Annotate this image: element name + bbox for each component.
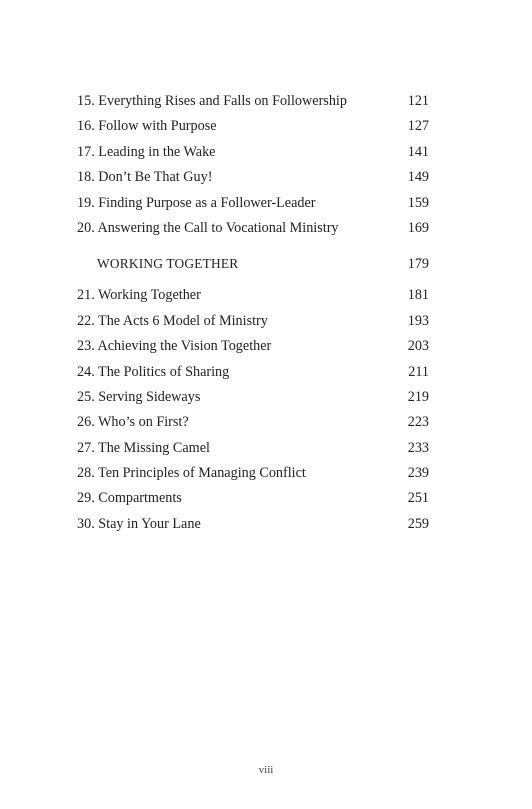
toc-entry-page-number: 211 bbox=[408, 363, 429, 380]
toc-entry-page-number: 141 bbox=[407, 143, 429, 160]
toc-entry-page-number: 239 bbox=[407, 465, 429, 482]
toc-entry-page-number: 159 bbox=[407, 194, 429, 211]
toc-entry-title: 18. Don’t Be That Guy! bbox=[77, 169, 213, 186]
toc-entry bbox=[77, 285, 429, 310]
toc-entry-page-number: 181 bbox=[407, 287, 429, 304]
toc-entry-page-number: 259 bbox=[407, 515, 429, 532]
toc-entry-page-number: 223 bbox=[407, 414, 429, 431]
table-of-contents bbox=[77, 91, 429, 539]
toc-entry-title: 26. Who’s on First? bbox=[77, 414, 189, 431]
toc-entry bbox=[77, 91, 429, 116]
toc-entry-title: 24. The Politics of Sharing bbox=[77, 363, 230, 380]
toc-entry bbox=[77, 311, 429, 336]
toc-entry bbox=[77, 218, 429, 243]
toc-entry bbox=[77, 362, 429, 387]
toc-entry bbox=[77, 193, 429, 218]
toc-entry bbox=[77, 336, 429, 361]
toc-entry bbox=[77, 167, 429, 192]
toc-entry-title: 30. Stay in Your Lane bbox=[77, 515, 201, 532]
toc-entry-page-number: 193 bbox=[407, 312, 429, 329]
toc-entry-title: 22. The Acts 6 Model of Ministry bbox=[77, 312, 268, 329]
toc-entry-title: 16. Follow with Purpose bbox=[77, 118, 217, 135]
toc-entry bbox=[77, 514, 429, 539]
toc-entry-page-number: 127 bbox=[407, 118, 429, 135]
toc-entry bbox=[77, 387, 429, 412]
toc-entry-title: 25. Serving Sideways bbox=[77, 388, 201, 405]
toc-entry bbox=[77, 463, 429, 488]
toc-entry-page-number: 121 bbox=[407, 93, 429, 109]
toc-entries-before bbox=[77, 91, 429, 243]
page-number-folio: viii bbox=[258, 764, 274, 776]
toc-entry-title: 21. Working Together bbox=[77, 287, 201, 304]
toc-section-heading bbox=[77, 254, 429, 274]
toc-entry-page-number: 169 bbox=[407, 219, 429, 236]
toc-entry-page-number: 233 bbox=[407, 439, 429, 456]
section-title: WORKING TOGETHER bbox=[97, 256, 239, 272]
toc-entry-title: 28. Ten Principles of Managing Conflict bbox=[77, 465, 306, 482]
toc-entry bbox=[77, 488, 429, 513]
toc-entry-title: 23. Achieving the Vision Together bbox=[77, 338, 272, 355]
toc-entry bbox=[77, 438, 429, 463]
toc-entry-title: 27. The Missing Camel bbox=[77, 439, 210, 456]
section-page-number: 179 bbox=[407, 256, 429, 273]
toc-entry bbox=[77, 412, 429, 437]
toc-entry bbox=[77, 116, 429, 141]
toc-entry-page-number: 149 bbox=[407, 169, 429, 186]
toc-entry-page-number: 203 bbox=[407, 338, 429, 355]
toc-entry-title: 17. Leading in the Wake bbox=[77, 143, 216, 160]
toc-entries-after bbox=[77, 285, 429, 539]
toc-entry-title: 15. Everything Rises and Falls on Followership bbox=[77, 93, 347, 109]
toc-entry-page-number: 219 bbox=[407, 388, 429, 405]
toc-entry bbox=[77, 142, 429, 167]
toc-entry-title: 20. Answering the Call to Vocational Ministry bbox=[77, 219, 339, 236]
toc-entry-title: 29. Compartments bbox=[77, 490, 182, 507]
toc-entry-title: 19. Finding Purpose as a Follower-Leader bbox=[77, 194, 316, 211]
toc-entry-page-number: 251 bbox=[407, 490, 429, 507]
